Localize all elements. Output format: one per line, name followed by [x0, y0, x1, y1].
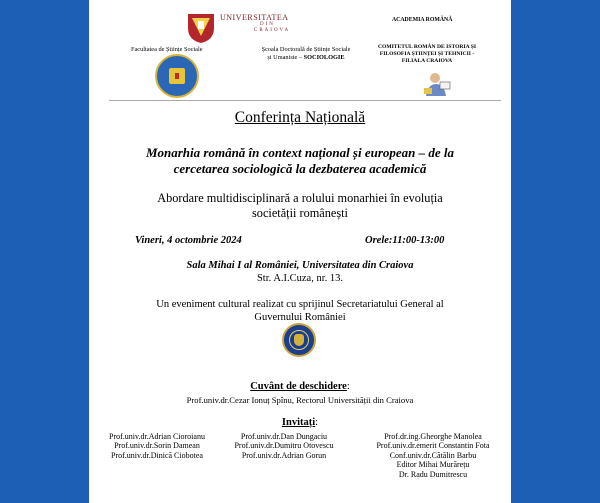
invitation-page: [89, 0, 511, 503]
event-date: Vineri, 4 octombrie 2024: [135, 235, 242, 246]
opening-heading: Cuvânt de deschidere:: [250, 381, 350, 392]
doctoral-school: Școala Doctorală de Științe Sociale și Umaniste – SOCIOLOGIE: [261, 46, 351, 61]
university-crest-icon: [186, 12, 216, 44]
committee-logo-icon: [422, 68, 452, 98]
header-divider: [109, 100, 501, 101]
guests-column-2: [225, 432, 343, 460]
event-title: Monarhia română în context național și european – de la cercetarea sociologică la dezbaterea academică: [145, 145, 455, 176]
opening-speaker: Prof.univ.dr.Cezar Ionuț Spînu, Rectorul Universității din Craiova: [186, 395, 414, 405]
guest-name: Prof.univ.dr.Dumitru Otovescu: [234, 441, 334, 451]
government-seal-icon: [282, 323, 316, 357]
event-venue: Sala Mihai I al României, Universitatea din Craiova: [186, 260, 414, 271]
faculty-seal-icon: [155, 54, 199, 98]
guests-heading: Invitați:: [281, 417, 319, 428]
university-name: UNIVERSITATEA DIN CRAIOVA: [220, 13, 291, 33]
event-subtitle: Abordare multidisciplinară a rolului monarhiei în evoluția societății românești: [157, 191, 443, 220]
guest-name: Prof.dr.ing.Gheorghe Manolea: [384, 432, 482, 441]
guest-name: Prof.univ.dr.Sorin Damean: [114, 441, 200, 451]
guest-name: Conf.univ.dr.Cătălin Barbu: [389, 450, 477, 460]
guest-name: Prof.univ.dr.Dan Dungaciu: [240, 432, 328, 441]
guest-name: Editor Mihai Murărețu: [396, 460, 470, 470]
guest-name: Prof.univ.dr.Dinică Ciobotea: [111, 450, 203, 460]
academy-name: ACADEMIA ROMÂNĂ: [392, 17, 453, 23]
guest-name: Dr. Radu Dumitrescu: [398, 469, 468, 479]
guests-column-3: [363, 432, 503, 479]
event-type: Conferința Națională: [234, 109, 366, 126]
guest-name: Prof.univ.dr.Adrian Cioroianu: [109, 432, 205, 441]
faculty-name: Facultatea de Științe Sociale: [131, 46, 203, 53]
committee-name: COMITETUL ROMÂN DE ISTORIA ȘI FILOSOFIA ȘTIINȚEI ȘI TEHNICII - FILIALA CRAIOVA: [377, 44, 477, 64]
guest-name: Prof.univ.dr.emerit Constantin Fota: [376, 441, 490, 451]
support-note: Un eveniment cultural realizat cu sprijinul Secretariatului General al Guvernului României: [156, 299, 444, 323]
event-address: Str. A.I.Cuza, nr. 13.: [256, 273, 344, 284]
event-time: Orele:11:00-13:00: [365, 235, 445, 246]
guests-column-1: [101, 432, 213, 460]
guest-name: Prof.univ.dr.Adrian Gorun: [241, 450, 327, 460]
